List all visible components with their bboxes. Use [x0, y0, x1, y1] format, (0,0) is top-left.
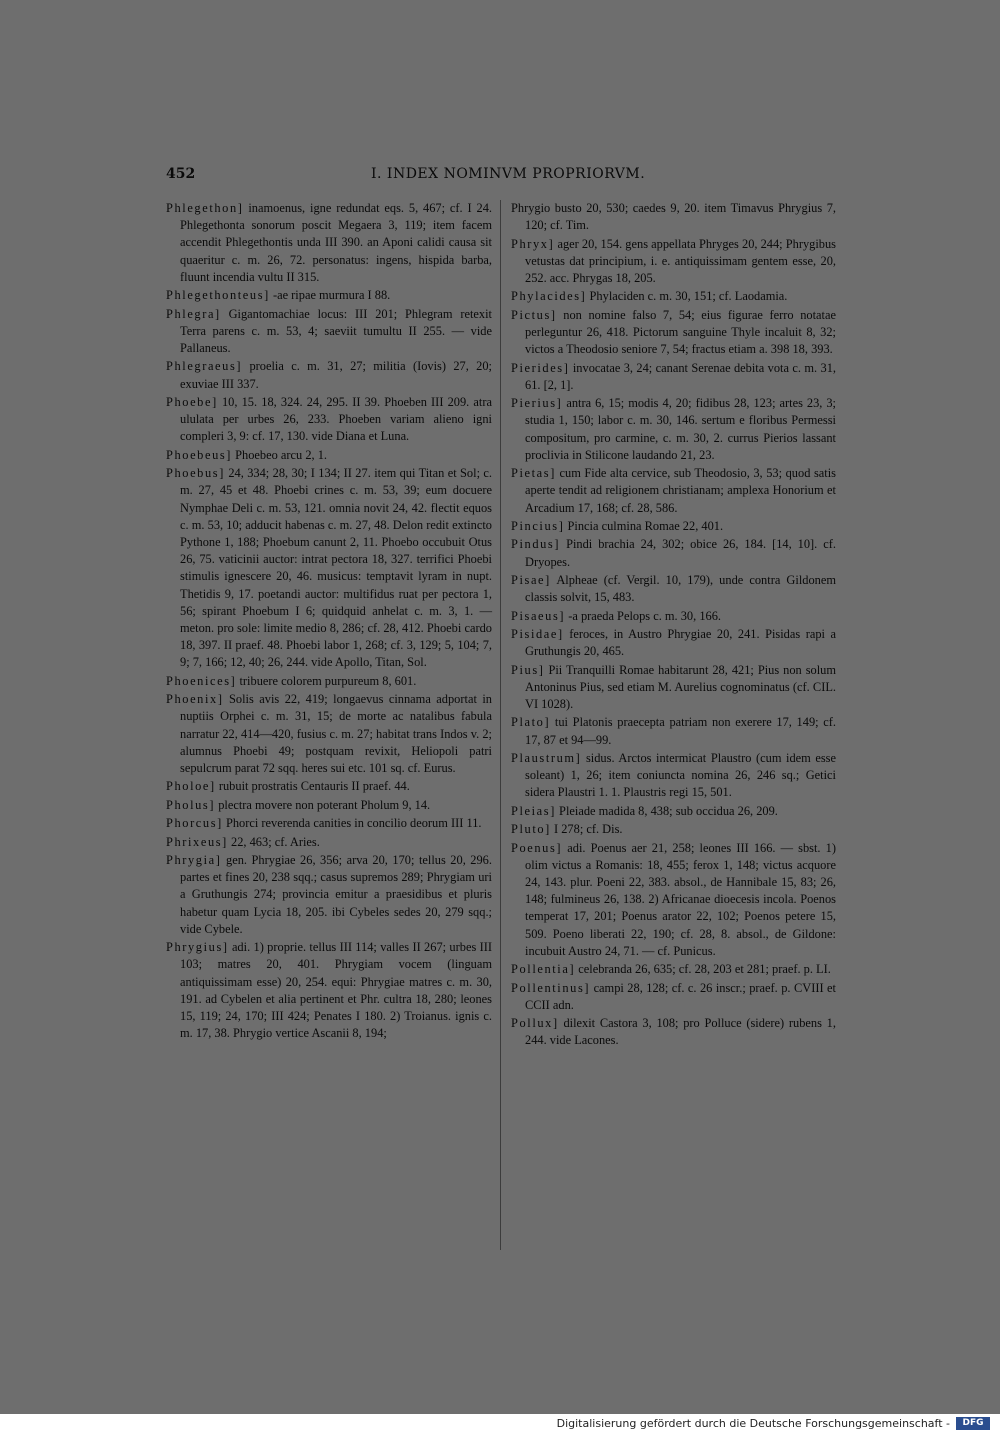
entry-lemma: Pollentinus]: [511, 980, 591, 995]
dfg-logo: DFG: [956, 1417, 990, 1430]
entry-text: Solis avis 22, 419; longaevus cinnama adportat in nuptiis Orphei c. m. 31, 15; de morte ac natalibus fabula narratur 22, 414—420, fusius c. m. 27; habitat trans Indos v. 2; alumnus Phoebi 49; postquam revixit, Heliopoli patri sepulcrum parat 72 sqq. heres sui etc. 101 sq. cf. Eurus.: [180, 692, 492, 775]
entry-text: invocatae 3, 24; canant Serenae debita vota c. m. 31, 61. [2, 1].: [525, 360, 836, 392]
entry-text: Pindi brachia 24, 302; obice 26, 184. [14, 10]. cf. Dryopes.: [525, 537, 836, 569]
index-entry: [511, 608, 836, 625]
entry-text: tribuere colorem purpureum 8, 601.: [239, 673, 417, 688]
entry-lemma: Pollux]: [511, 1016, 559, 1031]
index-entry: [511, 714, 836, 748]
index-entry: [511, 536, 836, 570]
index-entry: [166, 306, 492, 358]
footer-bar: [0, 1414, 1000, 1434]
entry-lemma: Phlegra]: [166, 306, 221, 321]
entry-text: Pii Tranquilli Romae habitarunt 28, 421; Pius non solum Antoninus Pius, sed etiam M. Aurelius cognominatus (cf. CIL. VI 1028).: [525, 662, 836, 711]
entry-lemma: Phoebeus]: [166, 447, 233, 462]
entry-lemma: Pincius]: [511, 518, 565, 533]
index-entry: [511, 1015, 836, 1049]
entry-text: -ae ripae murmura I 88.: [272, 288, 391, 303]
entry-text: 24, 334; 28, 30; I 134; II 27. item qui Titan et Sol; c. m. 27, 45 et 48. Phoebi crines c. m. 53, 39; eum docuere Nymphae Deli c. m. 53, 121. omnia novit 24, 42. flectit equos c. m. 53, 10; adducit habenas c. m. 27, 48. Delon redit extincto Pythone 1, 188; Phoebum canunt 2, 11. Phoebo occubuit Otus 26, 75. vaticinii auctor: intrat pectora 18, 327. terrifici Phoebi stimulis ignescere 20, 46. musicus: temptavit lyram in nupt. Thetidis 9, 17. poetandi auctor: multifidus ruat per pectora 1, 56; spirant Phoebum I 6; quidquid anhelat c. m. 3, 1. — meton. pro sole: limite medio 8, 286; cf. 28, 412. Phoebi cardo 18, 397. II praef. 48. Phoebi labor 1, 268; cf. 3, 129; 5, 104; 7, 9; 7, 166; 12, 40; 26, 244. vide Apollo, Titan, Sol.: [180, 466, 493, 670]
index-entry: [511, 821, 836, 838]
entry-text: Gigantomachiae locus: III 201; Phlegram retexit Terra parens c. m. 53, 4; saeviit tumultu II 255. — vide Pallaneus.: [180, 306, 492, 355]
entry-lemma: Pleias]: [511, 803, 556, 818]
index-entry: [511, 360, 836, 394]
entry-lemma: Pindus]: [511, 537, 561, 552]
index-entry: [166, 394, 492, 446]
index-entry: [166, 852, 492, 938]
entry-text: Phorci reverenda canities in concilio deorum III 11.: [225, 816, 482, 831]
entry-text: Phrygio busto 20, 530; caedes 9, 20. item Timavus Phrygius 7, 120; cf. Tim.: [511, 201, 836, 233]
entry-text: plectra movere non poterant Pholum 9, 14.: [218, 797, 431, 812]
index-entry: [511, 803, 836, 820]
index-entry: [511, 307, 836, 359]
index-entry: [511, 961, 836, 978]
entry-text: campi 28, 128; cf. c. 26 inscr.; praef. p. CVIII et CCII adn.: [525, 980, 836, 1012]
index-entry: [511, 518, 836, 535]
entry-lemma: Pholoe]: [166, 779, 216, 794]
entry-lemma: Pisaeus]: [511, 608, 566, 623]
entry-text: proelia c. m. 31, 27; militia (Iovis) 27, 20; exuviae III 337.: [180, 359, 492, 391]
entry-lemma: Pierius]: [511, 396, 563, 411]
entry-lemma: Pictus]: [511, 307, 557, 322]
entry-text: gen. Phrygiae 26, 356; arva 20, 170; tellus 20, 296. partes et fines 20, 238 sqq.; casus supremos 289; Phrygiam uri a Gruthungis 274; provincia emitur a praesidibus et pluris habetur quam Lycia 18, 205. ibi Cybeles sedes 20, 279 sqq.; vide Cybele.: [180, 852, 492, 936]
index-entry: [166, 939, 492, 1042]
entry-text: celebranda 26, 635; cf. 28, 203 et 281; praef. p. LI.: [578, 962, 831, 977]
index-entry: [511, 288, 836, 305]
running-head: I. INDEX NOMINVM PROPRIORVM.: [371, 166, 646, 182]
index-entry: [166, 778, 492, 795]
page-number: 452: [166, 166, 196, 182]
footer-credit: Digitalisierung gefördert durch die Deutsche Forschungsgemeinschaft -: [556, 1417, 950, 1430]
entry-text: Phoebeo arcu 2, 1.: [235, 447, 328, 462]
index-entry: [511, 840, 836, 960]
entry-lemma: Plato]: [511, 715, 551, 730]
index-entry: [166, 358, 492, 392]
right-column: [511, 200, 836, 1051]
entry-lemma: Phylacides]: [511, 289, 587, 304]
entry-lemma: Phlegraeus]: [166, 359, 243, 374]
entry-text: Pleiade madida 8, 438; sub occidua 26, 209.: [559, 803, 778, 818]
column-divider: [500, 200, 501, 1250]
index-entry: [166, 447, 492, 464]
entry-lemma: Phoebe]: [166, 394, 218, 409]
index-entry: [511, 750, 836, 802]
index-entry: [166, 287, 492, 304]
entry-lemma: Poenus]: [511, 840, 563, 855]
entry-text: antra 6, 15; modis 4, 20; fidibus 28, 123; artes 23, 3; studia 1, 150; labor c. m. 30, 146. sertum e floribus Permessi compositum, pro carmine, c. m. 30, 2. currus Pierios lassant proclivia in Stilicone laudando 21, 23.: [525, 396, 836, 462]
entry-text: feroces, in Austro Phrygiae 20, 241. Pisidas rapi a Gruthungis 20, 465.: [525, 626, 836, 659]
entry-text: 22, 463; cf. Aries.: [231, 834, 320, 849]
entry-lemma: Phryx]: [511, 236, 555, 251]
entry-lemma: Pietas]: [511, 466, 556, 481]
entry-text: Phylaciden c. m. 30, 151; cf. Laodamia.: [589, 289, 788, 304]
index-entry: [511, 236, 836, 288]
index-entry: [511, 200, 836, 234]
index-entry: [166, 673, 492, 690]
entry-text: I 278; cf. Dis.: [554, 822, 623, 837]
entry-text: adi. 1) proprie. tellus III 114; valles II 267; urbes III 103; matres 20, 401. Phrygiam vocem (linguam antiquissimam esse) 20, 254. equi: Phrygiae matres c. m. 30, 191. ad Cybelen et alia pertinent et Phr. cultra 18, 280; leones 15, 119; 24, 170; III 424; Penates I 180. 2) Troianus. ignis c. m. 17, 38. Phrygio vertice Ascanii 8, 194;: [180, 940, 492, 1041]
index-entry: [166, 815, 492, 832]
index-entry: [166, 691, 492, 777]
entry-lemma: Phoebus]: [166, 466, 225, 481]
entry-lemma: Phlegethon]: [166, 201, 244, 215]
entry-lemma: Phrygia]: [166, 852, 222, 867]
entry-text: Pincia culmina Romae 22, 401.: [567, 518, 724, 533]
entry-lemma: Phrygius]: [166, 940, 229, 955]
index-entry: [511, 662, 836, 714]
entry-lemma: Phoenices]: [166, 673, 237, 688]
entry-lemma: Phorcus]: [166, 816, 223, 831]
index-entry: [511, 465, 836, 517]
entry-lemma: Pierides]: [511, 360, 570, 375]
entry-text: dilexit Castora 3, 108; pro Polluce (sidere) rubens 1, 244. vide Lacones.: [525, 1016, 836, 1048]
entry-text: rubuit prostratis Centauris II praef. 44.: [218, 779, 410, 794]
entry-lemma: Pholus]: [166, 797, 216, 812]
entry-lemma: Phoenix]: [166, 692, 224, 707]
entry-lemma: Pollentia]: [511, 962, 576, 977]
index-entry: [511, 980, 836, 1014]
entry-text: adi. Poenus aer 21, 258; leones III 166. — sbst. 1) olim victus a Romanis: 18, 455; ferox 1, 148; victus acquore 24, 143. plur. Poeni 22, 383. absol., de Hannibale 15, 83; 26, 148; fulmineus 26, 138. 2) Africanae dioecesis incola. Poenos temperat 17, 201; Poenus arator 22, 102; Poenos petere 15, 509. Poeno liberati 22, 190; cf. 28, 8. absol., de Gildone: incubuit Austro 24, 71. — cf. Punicus.: [525, 840, 836, 958]
index-entry: [511, 395, 836, 464]
entry-lemma: Pisae]: [511, 572, 551, 587]
index-entry: [166, 465, 492, 671]
entry-text: 10, 15. 18, 324. 24, 295. II 39. Phoeben III 209. atra ululata per urbes 26, 233. Phoeben variam alieno igni compleri 3, 9: cf. 17, 130. vide Diana et Luna.: [180, 394, 492, 444]
page-header: [166, 166, 836, 186]
index-entry: [511, 572, 836, 606]
entry-lemma: Plaustrum]: [511, 750, 582, 765]
entry-text: sidus. Arctos intermicat Plaustro (cum idem esse soleant) 1, 26; item coniuncta nomina 26, 246 sq.; Getici sidera Plaustri 1. 1. Plaustris regi 15, 501.: [525, 750, 836, 800]
entry-lemma: Pluto]: [511, 822, 551, 837]
entry-lemma: Pius]: [511, 662, 545, 677]
entry-lemma: Phrixeus]: [166, 834, 228, 849]
entry-text: ager 20, 154. gens appellata Phryges 20, 244; Phrygibus vetustas dat principium, i. e. antiquissimam gentem esse, 20, 252. acc. Phrygas 18, 205.: [525, 236, 836, 285]
entry-text: inamoenus, igne redundat eqs. 5, 467; cf. I 24. Phlegethonta sonorum poscit Megaera 3, 119; item facem accendit Phlegethontis unda III 390. an Aponi calidi causa sit quaeritur c. m. 26, 72. personatus: ingens, hispida barba, fluunt incendia vultu II 315.: [180, 201, 492, 284]
entry-lemma: Phlegethonteus]: [166, 288, 270, 303]
left-column: [166, 200, 492, 1044]
index-entry: [166, 797, 492, 814]
entry-text: non nomine falso 7, 54; eius figurae ferro notatae perleguntur 26, 418. Pictorum sanguine Thyle incaluit 8, 32; victos a Theodosio seniore 7, 54; fractus etiam a. 398 18, 393.: [525, 307, 836, 357]
index-entry: [511, 626, 836, 660]
index-entry: [166, 200, 492, 286]
entry-text: -a praeda Pelops c. m. 30, 166.: [568, 608, 721, 623]
entry-text: Alpheae (cf. Vergil. 10, 179), unde contra Gildonem classis solvit, 15, 483.: [525, 572, 836, 605]
entry-text: tui Platonis praecepta patriam non exerere 17, 149; cf. 17, 87 et 94—99.: [525, 715, 836, 747]
entry-text: cum Fide alta cervice, sub Theodosio, 3, 53; quod satis aperte tendit ad religionem christianam; amplexa Honorium et Arcadium 17, 168; cf. 28, 586.: [525, 466, 836, 515]
index-entry: [166, 834, 492, 851]
entry-lemma: Pisidae]: [511, 626, 564, 641]
